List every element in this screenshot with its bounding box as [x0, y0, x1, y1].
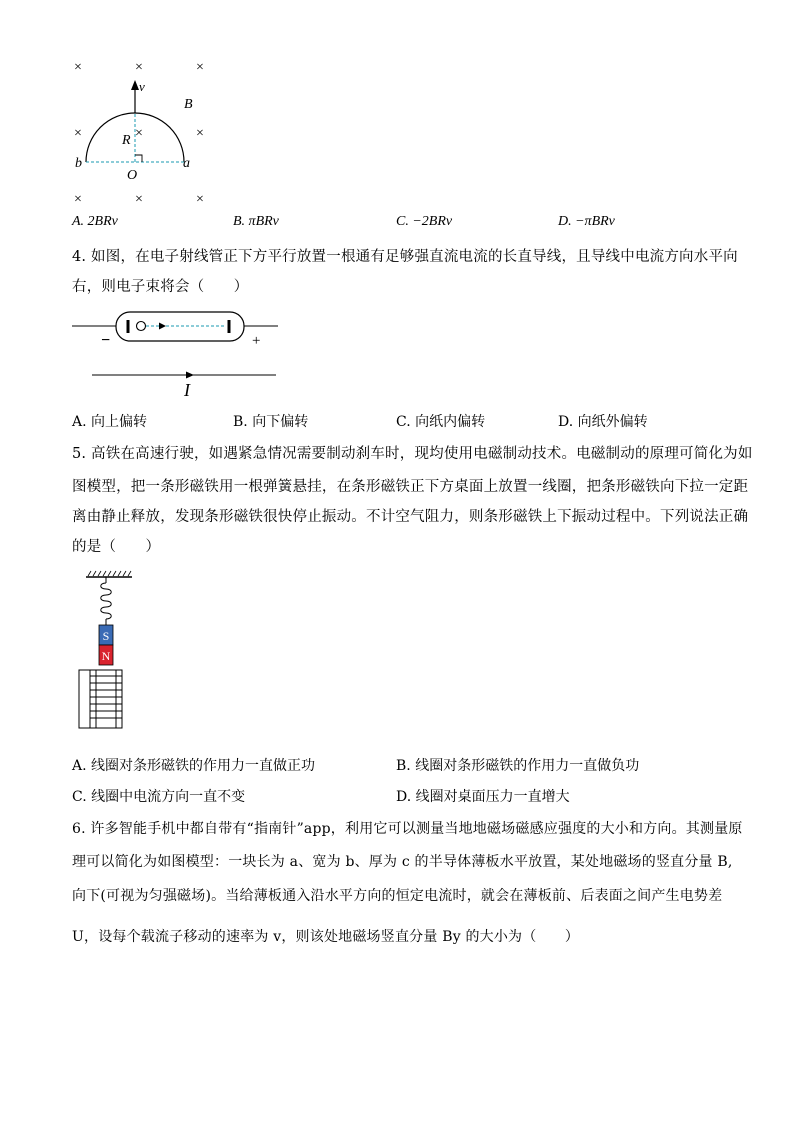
label-b: b [75, 156, 82, 171]
label-N: N [101, 649, 111, 663]
field-cross: × [135, 60, 143, 75]
q5-stem-line-3: 离由静止释放，发现条形磁铁很快停止振动。不计空气阻力，则条形磁铁上下振动过程中。下列说法正确 [72, 509, 749, 525]
field-cross: × [135, 192, 143, 207]
q3-option-b[interactable]: B. πBRv [233, 214, 279, 229]
field-cross: × [74, 192, 82, 207]
q4-option-b[interactable]: B. 向下偏转 [233, 414, 309, 430]
q4-stem-line-2: 右，则电子束将会（ ） [72, 279, 249, 295]
q4-figure [66, 305, 286, 400]
q4-option-c[interactable]: C. 向纸内偏转 [396, 414, 486, 430]
q4-option-d[interactable]: D. 向纸外偏转 [558, 414, 648, 430]
minus-sign: − [101, 332, 111, 349]
q3-figure [66, 55, 226, 210]
right-angle-mark [135, 155, 142, 162]
q3-option-a[interactable]: A. 2BRv [72, 214, 118, 229]
ceiling-hatch [88, 571, 131, 576]
plus-sign: + [252, 333, 261, 349]
q5-option-b[interactable]: B. 线圈对条形磁铁的作用力一直做负功 [396, 758, 640, 774]
q5-stem-line-2: 图模型，把一条形磁铁用一根弹簧悬挂，在条形磁铁正下方桌面上放置一线圈，把条形磁铁向下拉一定距 [72, 479, 749, 495]
electron-tube [116, 312, 244, 341]
q5-option-d[interactable]: D. 线圈对桌面压力一直增大 [396, 789, 570, 805]
beam-arrowhead [159, 323, 166, 330]
field-cross: × [196, 60, 204, 75]
label-v: v [139, 79, 145, 94]
q5-stem-line-4: 的是（ ） [72, 539, 161, 555]
q5-stem-line-1: 5. 高铁在高速行驶，如遇紧急情况需要制动刹车时，现均使用电磁制动技术。电磁制动的原理可简化为如 [72, 446, 753, 462]
label-B: B [184, 97, 193, 112]
field-cross: × [196, 126, 204, 141]
field-cross: × [196, 192, 204, 207]
field-cross: × [74, 126, 82, 141]
label-S: S [102, 629, 110, 643]
q5-option-c[interactable]: C. 线圈中电流方向一直不变 [72, 789, 246, 805]
field-cross: × [135, 126, 143, 141]
field-cross: × [74, 60, 82, 75]
label-a: a [183, 156, 190, 171]
q4-option-a[interactable]: A. 向上偏转 [72, 414, 148, 430]
q3-option-d[interactable]: D. −πBRv [558, 214, 615, 229]
q6-stem-line-2: 理可以简化为如图模型：一块长为 a、宽为 b、厚为 c 的半导体薄板水平放置，某处地磁场的竖直分量 B, [72, 854, 733, 870]
coil [79, 670, 122, 728]
q6-stem-line-1: 6. 许多智能手机中都自带有“指南针”app，利用它可以测量当地地磁场磁感应强度的大小和方向。其测量原 [72, 821, 743, 837]
q5-figure [70, 568, 140, 736]
q6-stem-line-4: U，设每个载流子移动的速率为 v，则该处地磁场竖直分量 By 的大小为（ ） [72, 929, 580, 945]
label-O: O [127, 168, 138, 183]
electron-source [137, 322, 146, 331]
label-I: I [184, 380, 190, 400]
q6-stem-line-3: 向下(可视为匀强磁场)。当给薄板通入沿水平方向的恒定电流时，就会在薄板前、后表面之间产生电势差 [72, 888, 723, 904]
spring [101, 583, 112, 619]
q5-option-a[interactable]: A. 线圈对条形磁铁的作用力一直做正功 [72, 758, 316, 774]
current-arrowhead [186, 372, 194, 379]
q3-option-c[interactable]: C. −2BRv [396, 214, 453, 229]
q4-stem-line-1: 4. 如图，在电子射线管正下方平行放置一根通有足够强直流电流的长直导线，且导线中电流方向水平向 [72, 249, 738, 265]
label-R: R [122, 133, 131, 148]
velocity-arrowhead [131, 80, 139, 90]
